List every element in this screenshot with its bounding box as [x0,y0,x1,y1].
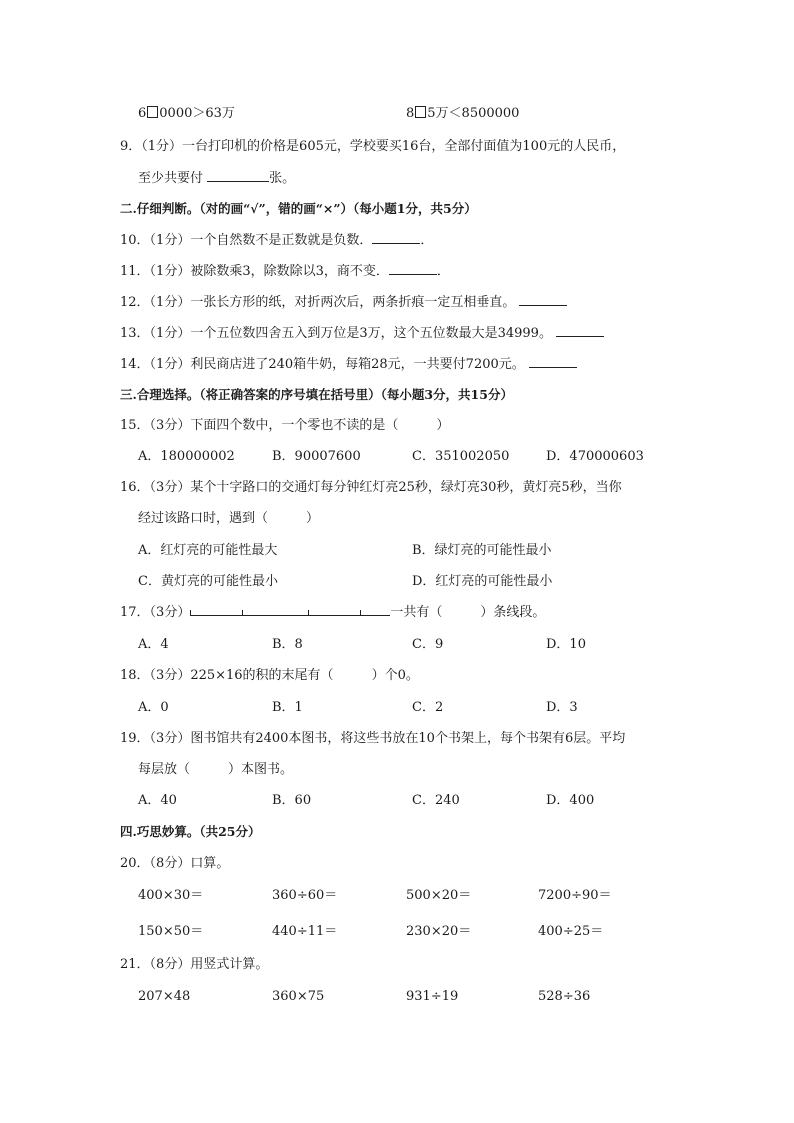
q15-stem: 15．（3分）下面四个数中，一个零也不读的是（ ） [120,418,450,433]
q8-left-expression: 6 0000＞63万 [138,106,235,121]
q21-item: 931÷19 [406,989,459,1004]
q20-item: 400×30＝ [138,888,204,903]
blank-box[interactable] [415,106,426,118]
q18-option-b[interactable]: B．1 [272,700,303,715]
q19-line1: 19．（3分）图书馆共有2400本图书，将这些书放在10个书架上，每个书架有6层。平均 [120,731,626,746]
q18-option-d[interactable]: D．3 [546,700,578,715]
q20-item: 440÷11＝ [272,924,338,939]
section3-heading: 三.合理选择。（将正确答案的序号填在括号里）（每小题3分，共15分） [120,387,513,402]
q14: 14．（1分）利民商店进了240箱牛奶，每箱28元，一共要付7200元。 [120,355,577,374]
line-segment-figure [190,608,390,618]
answer-blank[interactable] [207,169,269,182]
q20-item: 150×50＝ [138,924,204,939]
q20-item: 7200÷90＝ [538,888,612,903]
section4-heading: 四.巧思妙算。（共25分） [120,824,261,839]
q11: 11．（1分）被除数乘3，除数除以3，商不变． ． [120,264,450,279]
q19-option-b[interactable]: B．60 [272,793,312,808]
q18-stem: 18．（3分）225×16的积的末尾有（ ）个0。 [120,668,419,683]
q8-right-expression: 8 5万＜8500000 [406,106,520,121]
q19-option-c[interactable]: C．240 [412,793,460,808]
q19-line2: 每层放（ ）本图书。 [138,762,294,777]
q18-option-c[interactable]: C．2 [412,700,444,715]
q15-option-b[interactable]: B．90007600 [272,449,361,464]
q20-item: 230×20＝ [406,924,472,939]
q16-option-a[interactable]: A．红灯亮的可能性最大 [138,543,278,558]
q16-line1: 16．（3分）某个十字路口的交通灯每分钟红灯亮25秒，绿灯亮30秒，黄灯亮5秒，当你 [120,480,622,495]
q21-stem: 21．（8分）用竖式计算。 [120,957,269,972]
q16-line2: 经过该路口时，遇到（ ） [138,511,320,526]
q13: 13．（1分）一个五位数四舍五入到万位是3万，这个五位数最大是34999。 [120,324,604,343]
q21-item: 360×75 [272,989,325,1004]
answer-blank[interactable] [372,231,420,244]
answer-blank[interactable] [519,293,567,306]
q17-option-c[interactable]: C．9 [412,637,444,652]
q19-option-a[interactable]: A．40 [138,793,177,808]
q20-item: 360÷60＝ [272,888,338,903]
q15-option-d[interactable]: D．470000603 [546,449,644,464]
blank-box[interactable] [147,106,158,118]
q12: 12．（1分）一张长方形的纸，对折两次后，两条折痕一定互相垂直。 [120,293,567,312]
q9-line2: 至少共要付 张。 [138,171,296,186]
q18-option-a[interactable]: A．0 [138,700,169,715]
q16-option-b[interactable]: B．绿灯亮的可能性最小 [412,543,552,558]
q17-option-a[interactable]: A．4 [138,637,169,652]
answer-blank[interactable] [556,324,604,337]
q17-option-b[interactable]: B．8 [272,637,303,652]
q17-stem: 17．（3分） 一共有（ ）条线段。 [120,605,546,620]
q20-item: 400÷25＝ [538,924,604,939]
q16-option-c[interactable]: C．黄灯亮的可能性最小 [138,574,278,589]
q15-option-c[interactable]: C．351002050 [412,449,510,464]
section2-heading: 二.仔细判断。（对的画“√”，错的画“×”）（每小题1分，共5分） [120,201,477,216]
q20-stem: 20．（8分）口算。 [120,856,230,871]
q21-item: 207×48 [138,989,191,1004]
q20-item: 500×20＝ [406,888,472,903]
q16-option-d[interactable]: D．红灯亮的可能性最小 [412,574,553,589]
q21-item: 528÷36 [538,989,591,1004]
q17-option-d[interactable]: D．10 [546,637,586,652]
q10: 10．（1分）一个自然数不是正数就是负数． ． [120,233,434,248]
q19-option-d[interactable]: D．400 [546,793,595,808]
q9-line1: 9．（1分）一台打印机的价格是605元，学校要买16台，全部付面值为100元的人民币， [120,139,626,154]
q15-option-a[interactable]: A．180000002 [138,449,235,464]
answer-blank[interactable] [529,355,577,368]
answer-blank[interactable] [389,262,437,275]
